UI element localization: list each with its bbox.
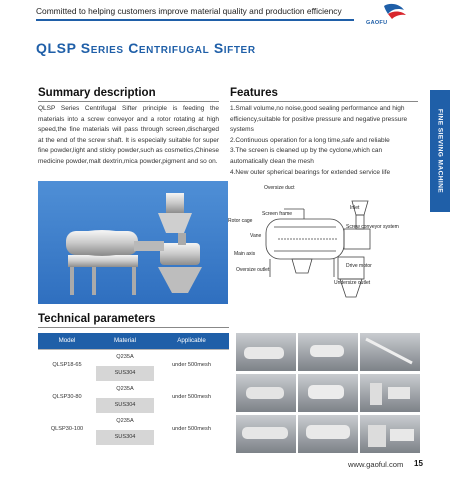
summary-heading: Summary description: [38, 87, 156, 99]
photo-tile: [298, 415, 358, 453]
technical-rule: [38, 327, 229, 328]
header-rule: [36, 19, 354, 21]
logo-wordmark: GAOFU: [366, 20, 388, 26]
table-row: [38, 381, 229, 397]
cell-material: Q235A: [96, 381, 154, 397]
cell-material: Q235A: [96, 413, 154, 429]
page-title: QLSP Series Centrifugal Sifter: [36, 40, 256, 56]
photo-tile: [360, 374, 420, 412]
label-screw-conveyor: Screw conveyor system: [346, 224, 399, 230]
label-oversize-duct: Oversize duct: [264, 185, 295, 191]
photo-tile: [236, 415, 296, 453]
cell-applicable: under 500mesh: [154, 413, 229, 445]
photo-tile: [360, 415, 420, 453]
header-tagline: Committed to helping customers improve material quality and production efficiency: [36, 6, 342, 16]
col-model: Model: [38, 333, 96, 349]
technical-heading: Technical parameters: [38, 313, 156, 325]
category-side-tab: [430, 90, 450, 212]
label-undersize-outlet: Undersize outlet: [334, 280, 371, 286]
label-rotor-cage: Rotor cage: [228, 218, 253, 224]
col-applicable: Applicable: [154, 333, 229, 349]
cell-applicable: under 500mesh: [154, 349, 229, 381]
page-number: 15: [414, 459, 423, 468]
label-oversize-outlet: Oversize outlet: [236, 267, 270, 273]
feature-item: 3.The screen is cleaned up by the cyclone,which can automatically clean the mesh: [230, 147, 383, 165]
col-material: Material: [96, 333, 154, 349]
label-inlet: Inlet: [350, 205, 360, 211]
label-vane: Vane: [250, 233, 262, 239]
cell-model: QLSP30-100: [38, 413, 96, 445]
summary-rule: [38, 101, 219, 102]
feature-item: 4.New outer spherical bearings for extended service life: [230, 168, 391, 176]
summary-text: QLSP Series Centrifugal Sifter principle is feeding the materials into a screw conveyor and a rotor rotating at high speed,the fine materials will pass through screen,discharged at the end of the screw shaft. It is especially suitable for super fine powder,light and sticky powder,such as cosmetics,Chinese medicine powder,malt dextrin,mica powder,pigment and so on.: [38, 105, 220, 165]
features-heading: Features: [230, 87, 278, 99]
schematic-background: [228, 181, 420, 304]
cell-applicable: under 500mesh: [154, 381, 229, 413]
cell-material: Q235A: [96, 349, 154, 365]
product-photo-grid: [236, 333, 420, 453]
label-screen-frame: Screen frame: [262, 211, 293, 217]
features-list: [230, 104, 420, 178]
cell-model: QLSP18-65: [38, 349, 96, 381]
footer-website[interactable]: www.gaoful.com: [348, 460, 404, 469]
photo-tile: [360, 333, 420, 371]
feature-item: 2.Continuous operation for a long time,safe and reliable: [230, 136, 390, 144]
cell-model: QLSP30-80: [38, 381, 96, 413]
sifter-diagram: [38, 181, 420, 304]
feature-item: 1.Small volume,no noise,good sealing performance and high efficiency,suitable for positive pressure and negative pressure systems: [230, 105, 408, 134]
sifter-diagram-art: [38, 181, 420, 304]
cell-material: SUS304: [96, 397, 154, 413]
photo-grid-art: [236, 333, 420, 453]
table-header-row: [38, 333, 229, 349]
cell-material: SUS304: [96, 365, 154, 381]
table-row: [38, 349, 229, 365]
table-row: [38, 413, 229, 429]
label-main-axis: Main axis: [234, 251, 256, 257]
photo-tile: [236, 333, 296, 371]
photo-tile: [298, 374, 358, 412]
photo-tile: [298, 333, 358, 371]
cell-material: SUS304: [96, 429, 154, 445]
category-label: FINE SIEVING MACHINE: [436, 108, 444, 194]
features-rule: [230, 101, 418, 102]
photo-tile: [236, 374, 296, 412]
label-drive-motor: Drive motor: [346, 263, 372, 269]
technical-table: [38, 333, 229, 446]
